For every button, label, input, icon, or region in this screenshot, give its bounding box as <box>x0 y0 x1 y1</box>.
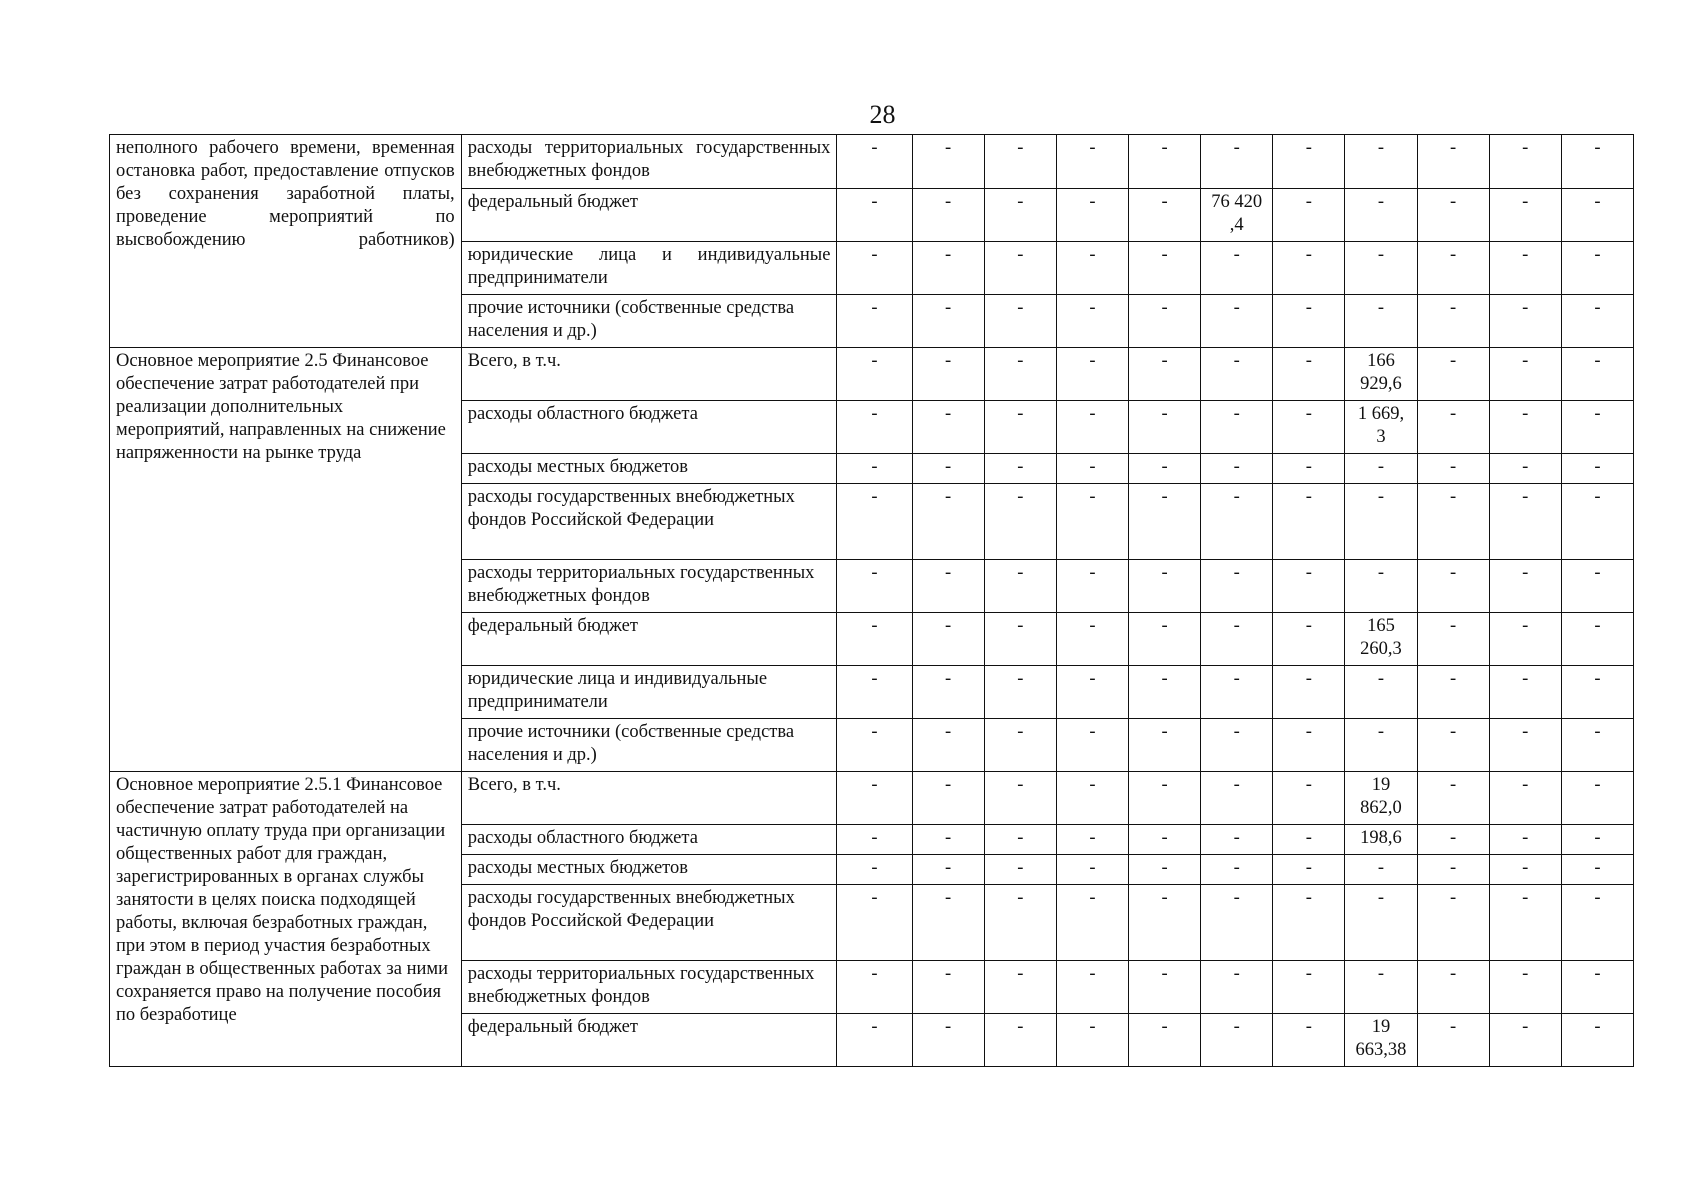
value-cell: - <box>1056 348 1128 401</box>
value-cell: - <box>912 189 984 242</box>
value-cell: - <box>984 560 1056 613</box>
funding-source-cell: федеральный бюджет <box>461 613 837 666</box>
value-cell: - <box>912 348 984 401</box>
value-cell: - <box>1489 348 1561 401</box>
value-cell: - <box>1128 885 1200 961</box>
value-cell: - <box>1056 666 1128 719</box>
value-cell: - <box>912 401 984 454</box>
value-cell: - <box>1056 855 1128 885</box>
value-cell: - <box>1417 242 1489 295</box>
measure-cell: Основное мероприятие 2.5 Финансовое обеспечение затрат работодателей при реализации дополнительных мероприятий, направленных на снижение напряженности на рынке труда <box>110 348 462 772</box>
value-cell: - <box>1561 961 1633 1014</box>
table-row <box>110 772 1634 825</box>
value-cell: - <box>1128 719 1200 772</box>
value-cell: - <box>837 242 912 295</box>
value-cell: - <box>1561 560 1633 613</box>
value-cell: - <box>984 825 1056 855</box>
value-cell: - <box>1489 613 1561 666</box>
value-cell: - <box>1201 961 1273 1014</box>
value-cell: - <box>912 666 984 719</box>
value-cell: - <box>1561 885 1633 961</box>
value-cell: - <box>1273 666 1345 719</box>
value-cell: - <box>984 961 1056 1014</box>
value-cell: - <box>1201 484 1273 560</box>
value-cell: - <box>1489 135 1561 189</box>
value-cell: - <box>1417 454 1489 484</box>
value-cell: - <box>1561 189 1633 242</box>
value-cell: - <box>1273 242 1345 295</box>
value-cell: - <box>1056 1014 1128 1067</box>
value-cell: - <box>1417 855 1489 885</box>
value-cell: - <box>1128 401 1200 454</box>
value-cell: - <box>912 961 984 1014</box>
value-cell: - <box>1201 885 1273 961</box>
value-cell: - <box>1417 772 1489 825</box>
value-cell: - <box>1489 242 1561 295</box>
measure-cell: неполного рабочего времени, временная остановка работ, предоставление отпусков без сохранения заработной платы, проведение мероприятий по высвобождению работников) <box>110 135 462 348</box>
funding-source-cell: Всего, в т.ч. <box>461 772 837 825</box>
value-cell: - <box>1561 295 1633 348</box>
value-cell: - <box>1128 189 1200 242</box>
value-cell: - <box>1273 401 1345 454</box>
value-cell: 165 260,3 <box>1345 613 1417 666</box>
value-cell: - <box>1489 772 1561 825</box>
value-cell: - <box>984 719 1056 772</box>
value-cell: - <box>1056 961 1128 1014</box>
value-cell: - <box>1489 401 1561 454</box>
funding-source-cell: расходы территориальных государственных внебюджетных фондов <box>461 961 837 1014</box>
value-cell: - <box>1345 189 1417 242</box>
value-cell: - <box>837 348 912 401</box>
funding-source-cell: расходы местных бюджетов <box>461 855 837 885</box>
value-cell: - <box>837 666 912 719</box>
value-cell: - <box>1489 560 1561 613</box>
value-cell: - <box>1201 666 1273 719</box>
value-cell: - <box>1273 454 1345 484</box>
value-cell: - <box>1561 401 1633 454</box>
value-cell: - <box>984 772 1056 825</box>
value-cell: - <box>837 1014 912 1067</box>
value-cell: - <box>1128 772 1200 825</box>
value-cell: - <box>1345 484 1417 560</box>
value-cell: - <box>1128 560 1200 613</box>
value-cell: 166 929,6 <box>1345 348 1417 401</box>
value-cell: - <box>1273 348 1345 401</box>
value-cell: - <box>1345 666 1417 719</box>
value-cell: - <box>1561 454 1633 484</box>
value-cell: - <box>1056 719 1128 772</box>
value-cell: - <box>1056 295 1128 348</box>
value-cell: - <box>1417 401 1489 454</box>
value-cell: - <box>1201 348 1273 401</box>
value-cell: - <box>1128 454 1200 484</box>
value-cell: - <box>1345 961 1417 1014</box>
value-cell: - <box>1273 613 1345 666</box>
value-cell: - <box>912 295 984 348</box>
value-cell: - <box>1273 135 1345 189</box>
value-cell: 19 862,0 <box>1345 772 1417 825</box>
value-cell: - <box>1561 348 1633 401</box>
value-cell: - <box>837 855 912 885</box>
value-cell: - <box>1561 855 1633 885</box>
value-cell: - <box>984 454 1056 484</box>
value-cell: - <box>837 719 912 772</box>
value-cell: - <box>837 825 912 855</box>
value-cell: - <box>1201 825 1273 855</box>
value-cell: - <box>1201 772 1273 825</box>
value-cell: - <box>1273 885 1345 961</box>
value-cell: - <box>1201 242 1273 295</box>
value-cell: - <box>1417 484 1489 560</box>
value-cell: - <box>1056 242 1128 295</box>
value-cell: - <box>912 855 984 885</box>
funding-source-cell: прочие источники (собственные средства населения и др.) <box>461 719 837 772</box>
value-cell: - <box>984 242 1056 295</box>
value-cell: - <box>1128 348 1200 401</box>
value-cell: - <box>912 885 984 961</box>
value-cell: - <box>1561 772 1633 825</box>
value-cell: - <box>1128 242 1200 295</box>
value-cell: - <box>1201 1014 1273 1067</box>
value-cell: - <box>1489 666 1561 719</box>
value-cell: - <box>837 454 912 484</box>
value-cell: - <box>1417 885 1489 961</box>
value-cell: - <box>984 613 1056 666</box>
value-cell: - <box>1489 484 1561 560</box>
value-cell: - <box>1056 613 1128 666</box>
budget-table <box>109 134 1634 1067</box>
value-cell: - <box>1345 454 1417 484</box>
value-cell: - <box>912 242 984 295</box>
value-cell: - <box>1128 825 1200 855</box>
value-cell: - <box>1056 454 1128 484</box>
value-cell: - <box>984 484 1056 560</box>
value-cell: - <box>912 484 984 560</box>
value-cell: - <box>1489 454 1561 484</box>
value-cell: - <box>984 348 1056 401</box>
value-cell: - <box>1128 135 1200 189</box>
value-cell: - <box>837 961 912 1014</box>
value-cell: - <box>1489 295 1561 348</box>
value-cell: - <box>1273 961 1345 1014</box>
value-cell: - <box>837 401 912 454</box>
value-cell: - <box>1273 825 1345 855</box>
value-cell: - <box>1561 135 1633 189</box>
funding-source-cell: федеральный бюджет <box>461 1014 837 1067</box>
value-cell: - <box>1561 1014 1633 1067</box>
value-cell: - <box>837 135 912 189</box>
value-cell: - <box>1056 401 1128 454</box>
value-cell: - <box>1273 189 1345 242</box>
value-cell: - <box>1273 1014 1345 1067</box>
value-cell: - <box>1345 855 1417 885</box>
value-cell: - <box>1128 484 1200 560</box>
value-cell: - <box>1128 855 1200 885</box>
value-cell: - <box>984 1014 1056 1067</box>
value-cell: 76 420 ,4 <box>1201 189 1273 242</box>
value-cell: - <box>1417 348 1489 401</box>
value-cell: - <box>1561 242 1633 295</box>
value-cell: - <box>984 135 1056 189</box>
funding-source-cell: Всего, в т.ч. <box>461 348 837 401</box>
value-cell: - <box>837 295 912 348</box>
value-cell: - <box>1417 825 1489 855</box>
value-cell: - <box>1417 666 1489 719</box>
value-cell: - <box>1128 666 1200 719</box>
funding-source-cell: расходы областного бюджета <box>461 401 837 454</box>
value-cell: - <box>912 1014 984 1067</box>
funding-source-cell: расходы государственных внебюджетных фондов Российской Федерации <box>461 484 837 560</box>
value-cell: - <box>837 772 912 825</box>
value-cell: - <box>984 666 1056 719</box>
value-cell: - <box>1417 961 1489 1014</box>
value-cell: - <box>837 613 912 666</box>
value-cell: - <box>1489 961 1561 1014</box>
funding-source-cell: юридические лица и индивидуальные предприниматели <box>461 666 837 719</box>
value-cell: - <box>984 401 1056 454</box>
value-cell: - <box>837 885 912 961</box>
value-cell: - <box>912 719 984 772</box>
value-cell: - <box>1561 613 1633 666</box>
value-cell: - <box>1489 719 1561 772</box>
value-cell: - <box>1561 484 1633 560</box>
value-cell: - <box>1489 855 1561 885</box>
value-cell: - <box>1201 855 1273 885</box>
value-cell: - <box>912 135 984 189</box>
funding-source-cell: юридические лица и индивидуальные предприниматели <box>461 242 837 295</box>
value-cell: - <box>1201 560 1273 613</box>
value-cell: - <box>1345 135 1417 189</box>
value-cell: - <box>1345 242 1417 295</box>
value-cell: - <box>1273 560 1345 613</box>
value-cell: - <box>984 295 1056 348</box>
value-cell: - <box>1056 560 1128 613</box>
value-cell: - <box>1201 135 1273 189</box>
value-cell: - <box>912 613 984 666</box>
value-cell: - <box>837 560 912 613</box>
value-cell: - <box>1273 484 1345 560</box>
value-cell: - <box>1056 772 1128 825</box>
value-cell: - <box>1201 613 1273 666</box>
value-cell: - <box>1056 189 1128 242</box>
value-cell: - <box>1056 135 1128 189</box>
table-row <box>110 348 1634 401</box>
value-cell: - <box>1417 295 1489 348</box>
value-cell: - <box>1345 560 1417 613</box>
funding-source-cell: расходы областного бюджета <box>461 825 837 855</box>
value-cell: - <box>1417 1014 1489 1067</box>
value-cell: - <box>1417 189 1489 242</box>
value-cell: - <box>912 772 984 825</box>
value-cell: 1 669, 3 <box>1345 401 1417 454</box>
table-body <box>110 135 1634 1067</box>
value-cell: - <box>1417 560 1489 613</box>
value-cell: - <box>1128 613 1200 666</box>
page-number: 28 <box>869 100 896 129</box>
value-cell: - <box>1417 135 1489 189</box>
value-cell: - <box>1489 885 1561 961</box>
value-cell: - <box>1128 295 1200 348</box>
value-cell: - <box>1056 484 1128 560</box>
value-cell: - <box>1489 189 1561 242</box>
value-cell: - <box>1128 1014 1200 1067</box>
measure-cell: Основное мероприятие 2.5.1 Финансовое обеспечение затрат работодателей на частичную оплату труда при организации общественных работ для граждан, зарегистрированных в органах службы занятости в целях поиска подходящей работы, включая безработных граждан, при этом в период участия безработных граждан в общественных работах за ними сохраняется право на получение пособия по безработице <box>110 772 462 1067</box>
value-cell: - <box>912 454 984 484</box>
funding-source-cell: расходы территориальных государственных внебюджетных фондов <box>461 560 837 613</box>
value-cell: - <box>912 560 984 613</box>
value-cell: - <box>1128 961 1200 1014</box>
value-cell: - <box>1201 454 1273 484</box>
table-row <box>110 135 1634 189</box>
value-cell: 19 663,38 <box>1345 1014 1417 1067</box>
funding-source-cell: федеральный бюджет <box>461 189 837 242</box>
value-cell: - <box>984 885 1056 961</box>
value-cell: - <box>837 189 912 242</box>
value-cell: - <box>1201 295 1273 348</box>
value-cell: - <box>837 484 912 560</box>
value-cell: - <box>1561 666 1633 719</box>
value-cell: - <box>912 825 984 855</box>
value-cell: - <box>1273 719 1345 772</box>
funding-source-cell: расходы территориальных государственных внебюджетных фондов <box>461 135 837 189</box>
value-cell: - <box>1345 295 1417 348</box>
value-cell: - <box>1489 825 1561 855</box>
value-cell: - <box>1273 855 1345 885</box>
value-cell: - <box>984 189 1056 242</box>
value-cell: 198,6 <box>1345 825 1417 855</box>
value-cell: - <box>1056 885 1128 961</box>
value-cell: - <box>1273 772 1345 825</box>
value-cell: - <box>1345 885 1417 961</box>
funding-source-cell: расходы местных бюджетов <box>461 454 837 484</box>
value-cell: - <box>1561 825 1633 855</box>
value-cell: - <box>1417 613 1489 666</box>
funding-source-cell: расходы государственных внебюджетных фондов Российской Федерации <box>461 885 837 961</box>
value-cell: - <box>984 855 1056 885</box>
value-cell: - <box>1345 719 1417 772</box>
value-cell: - <box>1489 1014 1561 1067</box>
value-cell: - <box>1201 719 1273 772</box>
value-cell: - <box>1273 295 1345 348</box>
funding-source-cell: прочие источники (собственные средства населения и др.) <box>461 295 837 348</box>
value-cell: - <box>1201 401 1273 454</box>
value-cell: - <box>1417 719 1489 772</box>
value-cell: - <box>1056 825 1128 855</box>
value-cell: - <box>1561 719 1633 772</box>
